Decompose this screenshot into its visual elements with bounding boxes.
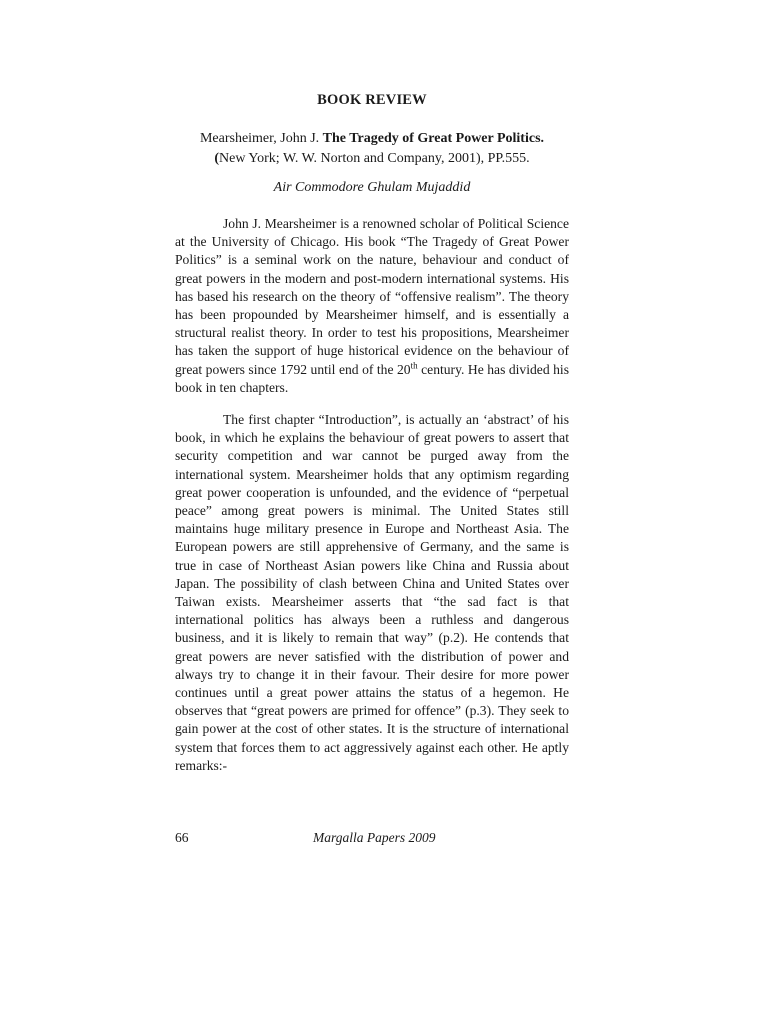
body-paragraph-1 (175, 215, 569, 397)
citation-line-2 (175, 149, 569, 169)
journal-name: Margalla Papers 2009 (313, 830, 436, 845)
body-paragraph-2: The first chapter “Introduction”, is actually an ‘abstract’ of his book, in which he explains the behaviour of great powers to assert that security competition and war cannot be purged away from the international system. Mearsheimer holds that any optimism regarding great power cooperation is unfounded, and the evidence of “perpetual peace” among great powers is minimal. The United States still maintains huge military presence in Europe and Northeast Asia. The European powers are still apprehensive of Germany, and the same is true in case of Northeast Asian powers like China and Russia about Japan. The possibility of clash between China and United States over Taiwan exists. Mearsheimer asserts that “the sad fact is that international politics has always been a ruthless and dangerous business, and it is likely to remain that way” (p.2). He contends that great powers are never satisfied with the distribution of power and always try to change it in their favour. Their desire for more power continues until a great power attains the status of a hegemon. He observes that “great powers are primed for offence” (p.3). They seek to gain power at the cost of other states. It is the structure of international system that forces them to act aggressively against each other. He aptly remarks:- (175, 412, 569, 773)
paragraph-1-text: John J. Mearsheimer is a renowned scholar of Political Science at the University of Chicago. His book “The Tragedy of Great Power Politics” is a seminal work on the nature, behaviour and conduct of great powers in the modern and post-modern international systems. His has based his research on the theory of “offensive realism”. The theory has been propounded by Mearsheimer himself, and is essentially a structural realist theory. In order to test his propositions, Mearsheimer has taken the support of huge historical evidence on the behaviour of great powers since 1792 until end of the 20 (175, 216, 569, 377)
paragraph-1-superscript: th (410, 360, 418, 371)
page-title: BOOK REVIEW (317, 92, 427, 108)
citation-title: The Tragedy of Great Power Politics. (322, 131, 545, 146)
paragraph-1-tail: century. He has divided his book in ten chapters. (175, 361, 569, 395)
citation-publisher: New York; W. W. Norton and Company, 2001), PP.555. (219, 151, 530, 166)
book-citation (175, 129, 569, 169)
citation-author: Mearsheimer, John J. (199, 131, 320, 146)
reviewer-name: Air Commodore Ghulam Mujaddid (273, 180, 471, 195)
citation-open-paren: ( (214, 151, 220, 166)
citation-line-1 (175, 129, 569, 149)
page-number: 66 (175, 830, 189, 845)
